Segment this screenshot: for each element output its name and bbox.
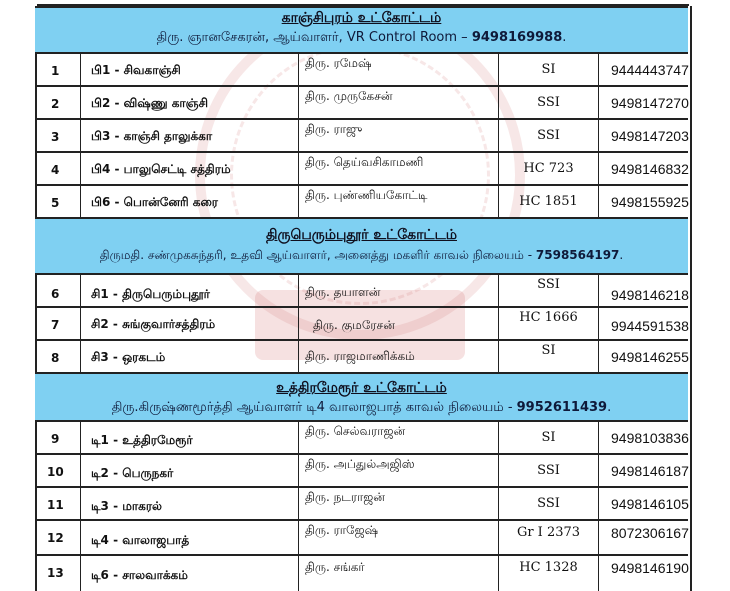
row-number-text: 8 [51, 351, 60, 365]
officer-name-cell [299, 488, 499, 519]
phone-cell-text: 9444443747 [611, 62, 689, 78]
phone-cell-text: 9498146218 [611, 287, 689, 303]
officer-phone: 9498169988 [471, 30, 563, 45]
station-cell-text: டி1 - உத்திரமேரூர் [91, 433, 193, 447]
officer-name-cell [299, 186, 499, 217]
phone-cell [599, 87, 688, 118]
phone-cell-text: 9944591538 [611, 318, 689, 334]
phone-cell-text: 8072306167 [611, 525, 689, 541]
officer-name-cell-text: திரு. அப்துல்அஜிஸ் [305, 457, 415, 471]
row-number [35, 521, 81, 554]
station-cell-text: சி2 - சுங்குவார்சத்திரம் [91, 317, 216, 331]
officer-name-cell-text: திரு. குமரேசன் [313, 318, 395, 332]
phone-cell-text: 9498146105 [611, 496, 689, 512]
phone-cell [599, 308, 688, 339]
rank-cell-text: SSI [537, 277, 560, 292]
officer-name-cell [299, 521, 499, 554]
section-header [35, 372, 688, 422]
row-number-text: 9 [51, 432, 60, 446]
rank-cell-text: SSI [537, 95, 560, 110]
row-number [35, 186, 81, 217]
phone-cell [599, 422, 688, 453]
table-row [35, 422, 688, 455]
row-number-text: 5 [51, 196, 60, 210]
row-number [35, 488, 81, 519]
table-row [35, 556, 688, 591]
officer-name-cell-text: திரு. தெய்வசிகாமணி [305, 155, 424, 169]
rank-cell [499, 186, 599, 217]
station-cell-text: பி2 - விஷ்ணு காஞ்சி [91, 96, 208, 110]
rank-cell [499, 341, 599, 372]
rank-cell-text: SI [541, 62, 556, 77]
officer-name-cell [299, 422, 499, 453]
officer-phone: 9952611439 [516, 400, 608, 415]
station-cell [81, 120, 299, 151]
rank-cell-text: Gr I 2373 [516, 525, 581, 540]
rank-cell-text: SSI [537, 496, 560, 511]
officer-name-cell [299, 455, 499, 486]
officer-name-cell [299, 120, 499, 151]
station-cell [81, 153, 299, 184]
officer-name-cell [299, 556, 499, 591]
officer-name-cell-text: திரு. செல்வராஜன் [305, 424, 406, 438]
rank-cell-text: SI [541, 430, 556, 445]
phone-cell [599, 521, 688, 554]
officer-name-cell-text: திரு. தயாளன் [305, 285, 381, 299]
row-number [35, 341, 81, 372]
row-number-text: 10 [47, 465, 64, 479]
station-cell [81, 521, 299, 554]
rank-cell-text: HC 1328 [519, 560, 578, 575]
row-number-text: 12 [47, 531, 64, 545]
row-number [35, 54, 81, 85]
station-cell [81, 488, 299, 519]
row-number-text: 3 [51, 130, 60, 144]
row-number-text: 1 [51, 64, 60, 78]
phone-cell-text: 9498147270 [611, 95, 689, 111]
row-number [35, 422, 81, 453]
row-number-text: 6 [51, 287, 60, 301]
row-number-text: 13 [47, 566, 64, 580]
phone-cell [599, 488, 688, 519]
station-cell-text: பி4 - பாலுசெட்டி சத்திரம் [91, 162, 231, 176]
officer-name-cell-text: திரு. முருகேசன் [305, 89, 393, 103]
phone-cell [599, 120, 688, 151]
table-row [35, 488, 688, 521]
officer-name-cell-text: திரு. சங்கர் [305, 560, 365, 574]
table-row [35, 341, 688, 374]
phone-cell [599, 275, 688, 306]
officer-name-cell [299, 87, 499, 118]
officer-name-cell-text: திரு. ரமேஷ் [305, 56, 372, 70]
rank-cell-text: SSI [537, 463, 560, 478]
rank-cell [499, 308, 599, 339]
station-cell [81, 87, 299, 118]
station-cell-text: டி4 - வாலாஜபாத் [91, 533, 190, 547]
rank-cell-text: HC 1851 [519, 194, 578, 209]
rank-cell [499, 455, 599, 486]
table-row [35, 455, 688, 488]
phone-cell [599, 54, 688, 85]
section-title: காஞ்சிபுரம் உட்கோட்டம் [281, 10, 442, 26]
station-cell-text: டி3 - மாகரல் [91, 499, 162, 513]
row-number-text: 4 [51, 163, 60, 177]
station-cell [81, 556, 299, 591]
rank-cell [499, 488, 599, 519]
rank-cell [499, 275, 599, 306]
rank-cell [499, 120, 599, 151]
station-cell-text: டி2 - பெருநகர் [91, 466, 174, 480]
table-row [35, 153, 688, 186]
station-cell [81, 308, 299, 339]
phone-cell-text: 9498146190 [611, 560, 689, 576]
rank-cell [499, 87, 599, 118]
rank-cell [499, 556, 599, 591]
station-cell-text: பி3 - காஞ்சி தாலுக்கா [91, 129, 213, 143]
rank-cell [499, 521, 599, 554]
row-number [35, 275, 81, 306]
officer-name-cell-text: திரு. நடராஜன் [305, 490, 385, 504]
officer-name-cell-text: திரு. ராஜமாணிக்கம் [305, 349, 415, 363]
rank-cell [499, 54, 599, 85]
table-row [35, 275, 688, 308]
rank-cell [499, 422, 599, 453]
phone-cell-text: 9498155925 [611, 194, 689, 210]
station-cell [81, 341, 299, 372]
officer-phone: 7598564197 [535, 248, 620, 262]
station-cell-text: சி1 - திருபெரும்புதூர் [91, 287, 210, 301]
section-officer: திரு.கிருஷ்ணமூர்த்தி ஆய்வாளர் டி4 வாலாஜபாத் காவல் நிலையம் - 9952611439. [111, 400, 612, 415]
row-number [35, 308, 81, 339]
phone-cell-text: 9498146255 [611, 349, 689, 365]
table-row [35, 120, 688, 153]
officer-name-cell [299, 275, 499, 306]
table-row [35, 186, 688, 219]
table-row [35, 54, 688, 87]
phone-cell-text: 9498147203 [611, 128, 689, 144]
phone-cell [599, 341, 688, 372]
rank-cell-text: SSI [537, 128, 560, 143]
rank-cell-text: SI [541, 343, 556, 358]
phone-cell-text: 9498103836 [611, 430, 689, 446]
station-cell [81, 186, 299, 217]
row-number [35, 153, 81, 184]
section-title: உத்திரமேரூர் உட்கோட்டம் [276, 380, 447, 396]
section-header [35, 6, 688, 54]
station-cell [81, 422, 299, 453]
table-row [35, 87, 688, 120]
officer-name-cell [299, 341, 499, 372]
row-number [35, 120, 81, 151]
rank-cell [499, 153, 599, 184]
officer-name-cell-text: திரு. ராஜு [305, 122, 363, 136]
officer-name-cell-text: திரு. ராஜேஷ் [305, 523, 379, 537]
station-cell-text: டி6 - சாலவாக்கம் [91, 568, 188, 582]
table-row [35, 521, 688, 556]
phone-cell [599, 186, 688, 217]
station-cell-text: பி6 - பொன்னேரி கரை [91, 195, 219, 209]
officer-name-cell [299, 308, 499, 339]
row-number [35, 87, 81, 118]
row-number [35, 455, 81, 486]
officer-name-cell [299, 153, 499, 184]
officer-name-cell-text: திரு. புண்ணியகோட்டி [305, 188, 428, 202]
phone-cell-text: 9498146187 [611, 463, 689, 479]
row-number [35, 556, 81, 591]
station-cell-text: சி3 - ஒரகடம் [91, 350, 166, 364]
phone-cell-text: 9498146832 [611, 161, 689, 177]
phone-cell [599, 153, 688, 184]
phone-cell [599, 455, 688, 486]
section-officer: திருமதி. சண்முகசுந்தரி, உதவி ஆய்வாளர், அனைத்து மகளிர் காவல் நிலையம் - 7598564197. [99, 248, 624, 262]
rank-cell-text: HC 723 [523, 161, 574, 176]
officer-name-cell [299, 54, 499, 85]
station-cell [81, 455, 299, 486]
section-header [35, 217, 688, 275]
station-cell-text: பி1 - சிவகாஞ்சி [91, 63, 181, 77]
section-officer: திரு. ஞானசேகரன், ஆய்வாளர், VR Control Room – 9498169988. [156, 30, 567, 45]
row-number-text: 2 [51, 97, 60, 111]
phone-cell [599, 556, 688, 591]
row-number-text: 11 [47, 498, 64, 512]
section-title: திருபெரும்புதூர் உட்கோட்டம் [266, 227, 457, 243]
station-cell [81, 54, 299, 85]
station-cell [81, 275, 299, 306]
rank-cell-text: HC 1666 [519, 310, 578, 325]
row-number-text: 7 [51, 318, 60, 332]
table-row [35, 308, 688, 341]
